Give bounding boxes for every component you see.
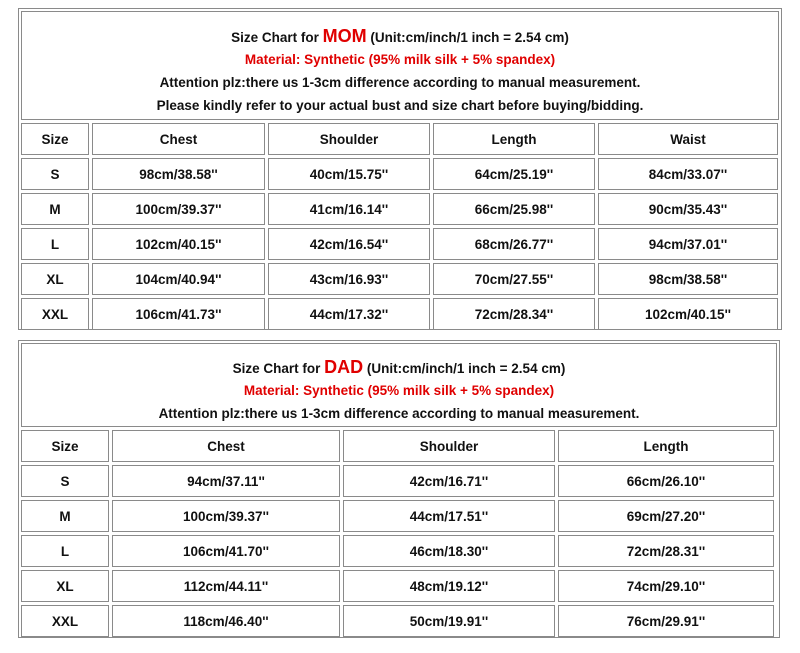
column-header: Waist — [598, 123, 778, 155]
mom-attention-note: Attention plz:there us 1-3cm difference according to manual measurement. — [159, 75, 641, 90]
table-cell: 102cm/40.15'' — [92, 228, 265, 260]
table-cell: 94cm/37.01'' — [598, 228, 778, 260]
table-cell: 41cm/16.14'' — [268, 193, 430, 225]
table-cell: 112cm/44.11'' — [112, 570, 340, 602]
column-header: Size — [21, 123, 89, 155]
table-cell: S — [21, 465, 109, 497]
title-prefix: Size Chart for — [231, 30, 323, 45]
table-cell: 94cm/37.11'' — [112, 465, 340, 497]
table-cell: 84cm/33.07'' — [598, 158, 778, 190]
title-prefix: Size Chart for — [232, 361, 325, 376]
table-cell: 76cm/29.91'' — [558, 605, 774, 637]
table-row — [21, 605, 774, 637]
table-cell: 100cm/39.37'' — [92, 193, 265, 225]
table-cell: XL — [21, 263, 89, 295]
table-cell: 68cm/26.77'' — [433, 228, 595, 260]
table-cell: 106cm/41.73'' — [92, 298, 265, 330]
table-cell: 98cm/38.58'' — [92, 158, 265, 190]
table-cell: S — [21, 158, 89, 190]
table-cell: 40cm/15.75'' — [268, 158, 430, 190]
table-cell: 66cm/26.10'' — [558, 465, 774, 497]
dad-brand-label: DAD — [324, 357, 364, 377]
dad-chart-title — [22, 356, 776, 379]
table-row — [21, 570, 774, 602]
table-cell: 74cm/29.10'' — [558, 570, 774, 602]
column-header: Length — [558, 430, 774, 462]
table-cell: 44cm/17.32'' — [268, 298, 430, 330]
table-row — [21, 263, 778, 295]
table-cell: 44cm/17.51'' — [343, 500, 555, 532]
table-cell: 106cm/41.70'' — [112, 535, 340, 567]
mom-material-note: Material: Synthetic (95% milk silk + 5% spandex) — [244, 52, 556, 67]
column-header: Chest — [112, 430, 340, 462]
unit-note: (Unit:cm/inch/1 inch = 2.54 cm) — [366, 30, 569, 45]
table-row — [21, 500, 774, 532]
column-header: Shoulder — [343, 430, 555, 462]
table-cell: L — [21, 228, 89, 260]
dad-chart-header — [21, 343, 777, 427]
table-cell: 43cm/16.93'' — [268, 263, 430, 295]
table-cell: M — [21, 193, 89, 225]
table-cell: 50cm/19.91'' — [343, 605, 555, 637]
mom-size-table — [18, 120, 781, 333]
dad-size-table — [18, 427, 777, 640]
column-header: Size — [21, 430, 109, 462]
table-row — [21, 193, 778, 225]
table-cell: XXL — [21, 605, 109, 637]
table-cell: 98cm/38.58'' — [598, 263, 778, 295]
column-header: Chest — [92, 123, 265, 155]
table-cell: M — [21, 500, 109, 532]
table-cell: 64cm/25.19'' — [433, 158, 595, 190]
table-cell: 42cm/16.54'' — [268, 228, 430, 260]
table-row — [21, 158, 778, 190]
table-cell: 118cm/46.40'' — [112, 605, 340, 637]
table-cell: XL — [21, 570, 109, 602]
column-header: Shoulder — [268, 123, 430, 155]
mom-brand-label: MOM — [322, 26, 367, 46]
table-row — [21, 535, 774, 567]
dad-material-note: Material: Synthetic (95% milk silk + 5% spandex) — [243, 383, 555, 398]
table-header-row — [21, 123, 778, 155]
table-cell: 90cm/35.43'' — [598, 193, 778, 225]
table-row — [21, 465, 774, 497]
unit-note: (Unit:cm/inch/1 inch = 2.54 cm) — [363, 361, 566, 376]
table-cell: 102cm/40.15'' — [598, 298, 778, 330]
table-row — [21, 298, 778, 330]
table-cell: 72cm/28.34'' — [433, 298, 595, 330]
mom-chart-header — [21, 11, 779, 120]
mom-size-chart — [18, 8, 782, 330]
table-cell: 66cm/25.98'' — [433, 193, 595, 225]
table-cell: 70cm/27.55'' — [433, 263, 595, 295]
table-cell: 42cm/16.71'' — [343, 465, 555, 497]
table-cell: 46cm/18.30'' — [343, 535, 555, 567]
table-cell: 48cm/19.12'' — [343, 570, 555, 602]
dad-size-chart — [18, 340, 780, 638]
table-cell: 104cm/40.94'' — [92, 263, 265, 295]
mom-size-advice-note: Please kindly refer to your actual bust and size chart before buying/bidding. — [156, 98, 644, 113]
table-cell: 100cm/39.37'' — [112, 500, 340, 532]
table-cell: 69cm/27.20'' — [558, 500, 774, 532]
table-cell: 72cm/28.31'' — [558, 535, 774, 567]
dad-attention-note: Attention plz:there us 1-3cm difference according to manual measurement. — [158, 406, 640, 421]
column-header: Length — [433, 123, 595, 155]
mom-chart-title — [22, 25, 778, 48]
table-header-row — [21, 430, 774, 462]
table-cell: XXL — [21, 298, 89, 330]
table-cell: L — [21, 535, 109, 567]
table-row — [21, 228, 778, 260]
